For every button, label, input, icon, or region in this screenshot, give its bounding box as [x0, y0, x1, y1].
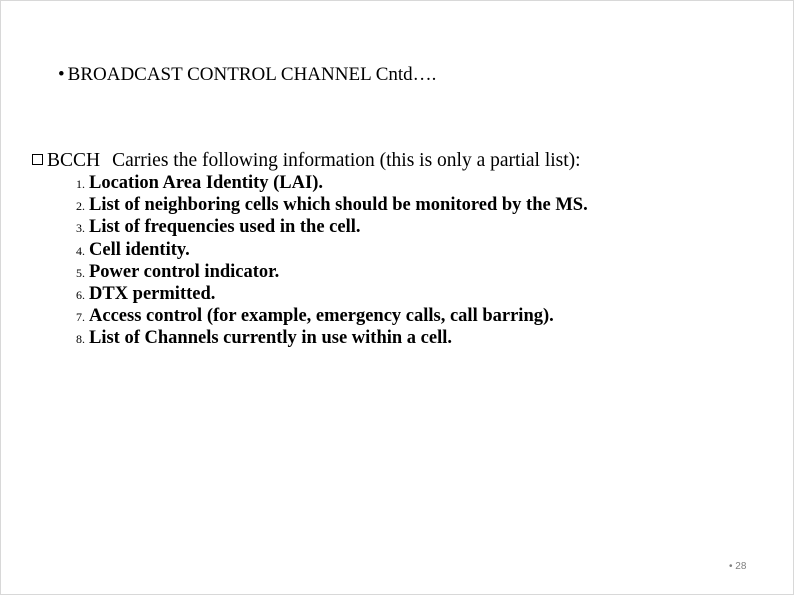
square-bullet-icon	[32, 154, 43, 165]
title-bullet: •	[58, 64, 65, 85]
item-text: Cell identity.	[89, 239, 190, 260]
item-number: 7.	[76, 310, 85, 325]
item-number: 6.	[76, 288, 85, 303]
item-number: 1.	[76, 177, 85, 191]
item-text: Access control (for example, emergency calls, call barring).	[89, 306, 554, 327]
item-number: 8.	[76, 332, 85, 347]
item-text: Location Area Identity (LAI).	[89, 173, 323, 193]
item-number: 3.	[76, 221, 85, 236]
item-text: List of neighboring cells which should be monitored by the MS.	[89, 195, 588, 216]
title-text: BROADCAST CONTROL CHANNEL Cntd….	[67, 64, 437, 85]
item-number: 2.	[76, 199, 85, 214]
list-item	[76, 240, 588, 262]
item-text: List of frequencies used in the cell.	[89, 217, 361, 238]
intro-lead: BCCH	[47, 150, 101, 171]
intro-text: Carries the following information (this is only a partial list):	[112, 150, 581, 171]
bcch-intro	[32, 149, 581, 173]
item-text: List of Channels currently in use within a cell.	[89, 328, 452, 349]
list-item	[76, 306, 588, 328]
list-item	[76, 328, 588, 350]
list-item	[76, 195, 588, 217]
item-text: Power control indicator.	[89, 261, 280, 282]
list-item	[76, 284, 588, 306]
item-text: DTX permitted.	[89, 284, 216, 305]
list-item	[76, 262, 588, 284]
page-number: • 28	[729, 561, 747, 572]
item-number: 5.	[76, 265, 85, 280]
slide-title	[58, 63, 436, 87]
list-item	[76, 217, 588, 239]
list-item	[76, 173, 588, 195]
information-list	[76, 173, 588, 351]
item-number: 4.	[76, 243, 85, 258]
